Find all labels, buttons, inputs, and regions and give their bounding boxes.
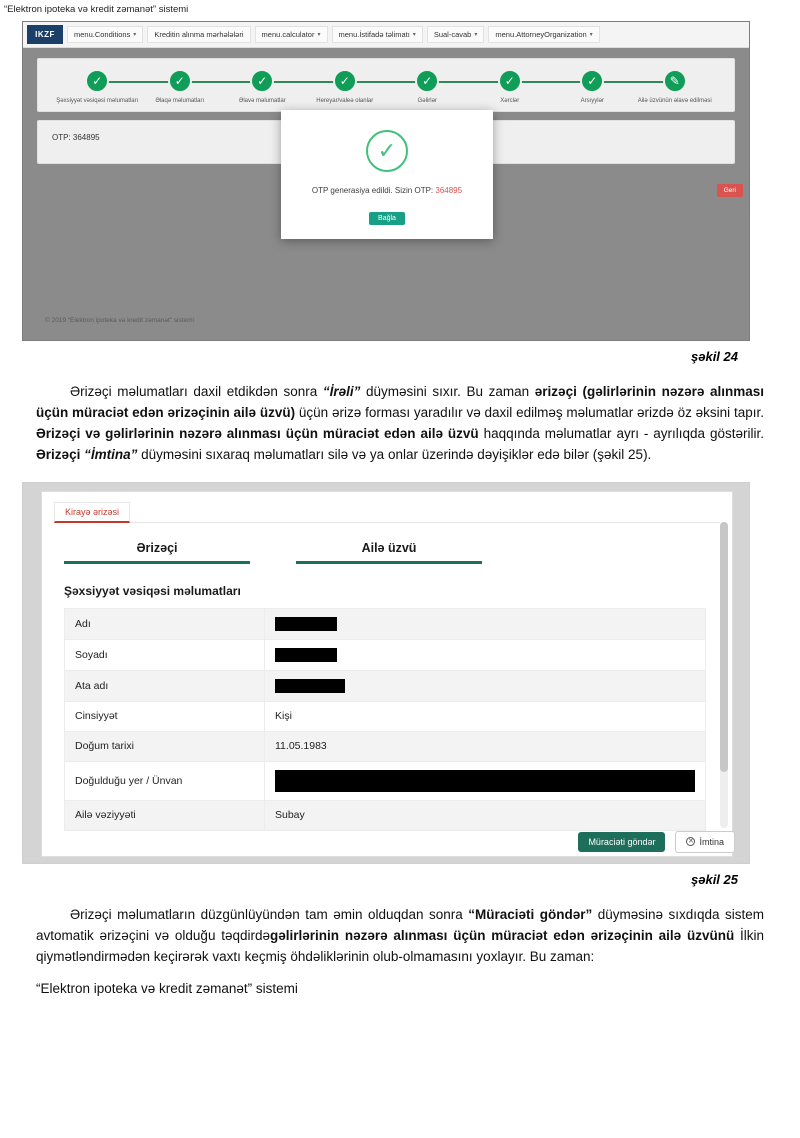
text-run: düyməsinə sıxdıqda sistem avtomatik ərizəçini və olduğu təqdirdə	[36, 906, 764, 943]
pencil-icon: ✎	[663, 69, 687, 93]
table-row	[65, 608, 706, 639]
identity-table	[64, 608, 706, 831]
row-value	[265, 639, 706, 670]
menu-item-label: menu.calculator	[261, 30, 315, 39]
figure-25-caption: şəkil 25	[691, 871, 738, 887]
row-label: Soyadı	[65, 639, 265, 670]
text-run: düyməsini sıxır. Bu zaman	[360, 384, 535, 399]
menu-item-credit-stages[interactable]	[147, 26, 250, 43]
row-label: Cinsiyyət	[65, 701, 265, 731]
row-value	[265, 608, 706, 639]
body-paragraph-2	[36, 905, 764, 968]
row-label: Ata adı	[65, 670, 265, 701]
text-run-bold: gəlirlərinin nəzərə alınması üçün müraciət edən ərizəçinin ailə üzvünü	[270, 927, 735, 943]
menu-item-label: Kreditin alınma mərhələləri	[154, 30, 244, 39]
check-circle-icon: ✓	[366, 130, 408, 172]
app-topbar	[23, 22, 749, 48]
text-run: düyməsini sıxaraq məlumatları silə və ya onlar üzerində dəyişiklər edə bilər (şəkil 25).	[137, 446, 652, 462]
chevron-down-icon: ▾	[474, 32, 478, 38]
menu-item-faq[interactable]	[427, 26, 485, 43]
step-8[interactable]	[634, 69, 717, 105]
tab-family-member[interactable]: Ailə üzvü	[296, 541, 482, 564]
row-value	[265, 761, 706, 800]
cancel-button-label: İmtina	[699, 836, 724, 847]
menu-item-instructions[interactable]	[332, 26, 423, 43]
menu-item-label: menu.Conditions	[74, 30, 131, 39]
document-footer: “Elektron ipoteka və kredit zəmanət” sistemi	[36, 981, 298, 997]
check-icon: ✓	[580, 69, 604, 93]
row-value: Kişi	[265, 701, 706, 731]
row-value: Subay	[265, 800, 706, 830]
text-run: İlkin qiymətləndirmədən keçirərək vaxtı keçmiş öhdəliklərinin olub-olmamasını yoxlayır. Bu zaman:	[36, 927, 765, 964]
step-label: Şəxsiyyət vəsiqəsi məlumatları	[56, 98, 139, 104]
text-run: haqqında məlumatlar ayrı - ayrılıqda göstərilir.	[478, 425, 764, 441]
check-icon: ✓	[415, 69, 439, 93]
chevron-down-icon: ▾	[412, 32, 416, 38]
step-label: Əlavə məlumatlar	[238, 98, 286, 104]
form-action-buttons	[578, 831, 735, 853]
text-run: Ərizəçi məlumatları daxil etdikdən sonra	[70, 384, 323, 399]
otp-modal-text: OTP generasiya edildi. Sizin OTP:	[311, 186, 436, 195]
menu-item-label: Sual-cavab	[433, 30, 472, 39]
row-value	[265, 670, 706, 701]
cancel-application-button[interactable]	[675, 831, 735, 853]
table-row	[65, 701, 706, 731]
app-footer-copyright: © 2019 “Elektron ipoteka və kredit zəmanət” sistemi	[45, 317, 194, 324]
running-header: “Elektron ipoteka və kredit zəmanət” sistemi	[4, 4, 189, 15]
text-run-bold: “Müraciəti göndər”	[468, 906, 593, 922]
text-run-bold: Ərizəçi və gəlirlərinin nəzərə alınması üçün müraciət edən ailə üzvü	[36, 425, 479, 441]
table-row	[65, 761, 706, 800]
redaction-bar	[275, 679, 345, 693]
text-run: Ərizəçi məlumatların düzgünlüyündən tam əmin olduqdan sonra	[70, 906, 469, 922]
application-form-panel	[41, 491, 733, 857]
step-label: Xərclər	[500, 98, 520, 104]
step-2[interactable]	[139, 69, 222, 105]
menu-item-attorney-organization[interactable]	[488, 26, 599, 43]
tab-rent-application[interactable]: Kirayə ərizəsi	[54, 502, 130, 523]
close-circle-icon: ✕	[688, 838, 694, 846]
step-7[interactable]	[551, 69, 634, 105]
step-label: Hereyar/valeə olanlar	[316, 98, 374, 104]
submit-application-button[interactable]: Müraciəti göndər	[578, 832, 665, 852]
tab-applicant[interactable]: Ərizəçi	[64, 541, 250, 564]
text-run: üçün ərizə forması yaradılır və daxil edilməş məlumatlar ərizdə öz əksini tapır.	[295, 404, 764, 420]
step-label: Əlaqə məlumatları	[155, 98, 205, 104]
figure-25-screenshot	[22, 482, 750, 864]
otp-modal-close-button[interactable]: Bağla	[369, 212, 405, 225]
step-1[interactable]	[56, 69, 139, 105]
figure-24-screenshot	[22, 21, 750, 341]
app-logo: IKZF	[27, 25, 63, 44]
back-button[interactable]: Geri	[717, 184, 743, 197]
step-3[interactable]	[221, 69, 304, 105]
stepper-card	[37, 58, 735, 112]
step-label: Ailə üzvünün əlavə edilməsi	[637, 98, 712, 104]
text-run-emphasis: “İmtina”	[84, 446, 138, 462]
row-label: Adı	[65, 608, 265, 639]
check-icon: ✓	[250, 69, 274, 93]
table-row	[65, 800, 706, 830]
redaction-bar	[275, 617, 337, 631]
otp-text: OTP: 364895	[52, 132, 100, 142]
chevron-down-icon: ▾	[317, 32, 321, 38]
chevron-down-icon: ▾	[589, 32, 593, 38]
text-run-bold: ərizəçi (gəlirlərinin nəzərə alınması üçün müraciət edən ərizəçinin ailə üzvü)	[36, 384, 764, 420]
row-label: Doğum tarixi	[65, 731, 265, 761]
row-label: Doğulduğu yer / Ünvan	[65, 761, 265, 800]
menu-item-calculator[interactable]	[255, 26, 328, 43]
row-label: Ailə vəziyyəti	[65, 800, 265, 830]
table-row	[65, 731, 706, 761]
scrollbar-thumb[interactable]	[720, 522, 728, 772]
menu-item-label: menu.İstifadə təlimatı	[338, 30, 410, 39]
chevron-down-icon: ▾	[133, 32, 137, 38]
otp-modal-value: 364895	[435, 186, 463, 195]
section-title-identity: Şəxsiyyət vəsiqəsi məlumatları	[64, 583, 241, 598]
body-paragraph-1	[36, 382, 764, 466]
table-row	[65, 670, 706, 701]
row-value: 11.05.1983	[265, 731, 706, 761]
table-row	[65, 639, 706, 670]
otp-modal-message	[291, 186, 483, 195]
step-label: Gəlirlər	[417, 98, 437, 104]
check-icon: ✓	[168, 69, 192, 93]
menu-item-conditions[interactable]	[67, 26, 143, 43]
menu-item-label: menu.AttorneyOrganization	[495, 30, 587, 39]
form-tabs	[64, 541, 720, 564]
check-icon: ✓	[85, 69, 109, 93]
text-run-emphasis: “İrəli”	[322, 384, 361, 399]
otp-modal	[281, 110, 493, 239]
figure-24-caption: şəkil 24	[691, 349, 738, 364]
progress-stepper	[44, 69, 728, 105]
check-icon: ✓	[333, 69, 357, 93]
step-6[interactable]	[469, 69, 552, 105]
check-icon: ✓	[498, 69, 522, 93]
step-label: Arsıyylər	[580, 98, 604, 104]
step-5[interactable]	[386, 69, 469, 105]
step-4[interactable]	[304, 69, 387, 105]
vertical-scrollbar[interactable]	[720, 522, 728, 828]
tab-separator	[54, 522, 720, 523]
redaction-bar	[275, 648, 337, 662]
redaction-bar	[275, 770, 695, 792]
text-run-bold: Ərizəçi	[36, 446, 85, 462]
